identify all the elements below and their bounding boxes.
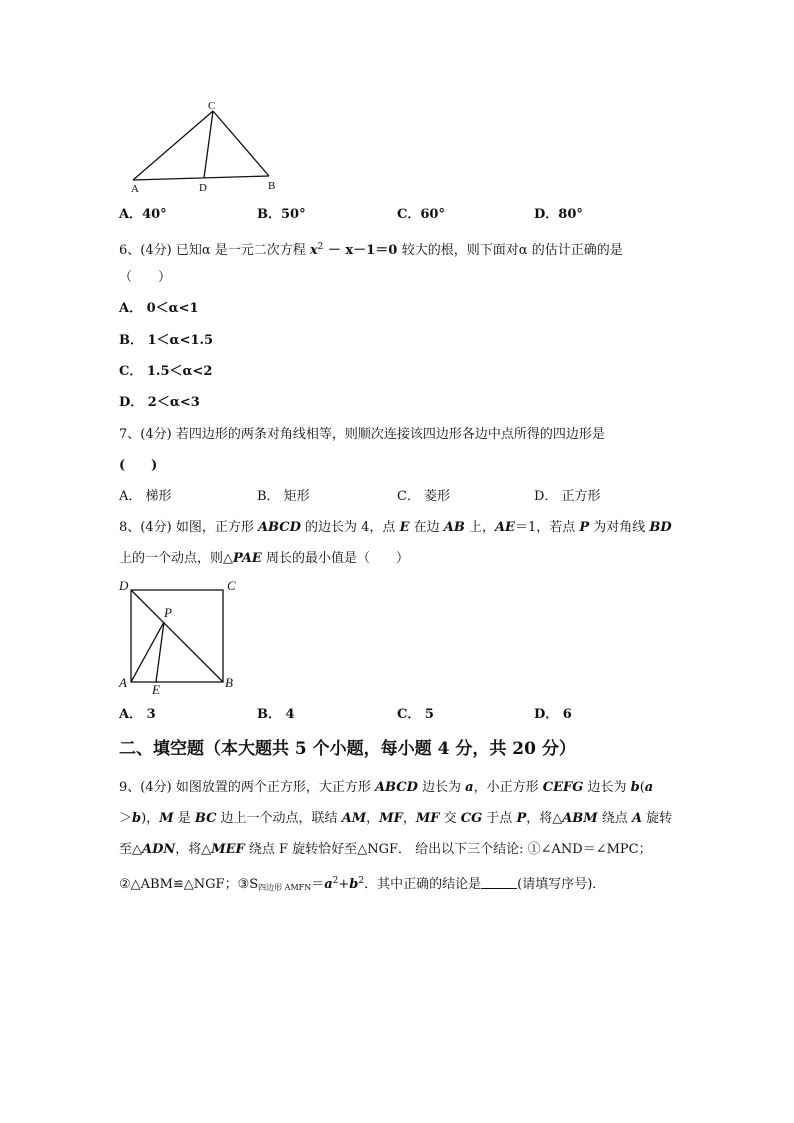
q8-var-ae: AE [494, 520, 515, 535]
q9-text: ．其中正确的结论是 [364, 877, 482, 892]
q9-var-b: b [132, 811, 142, 826]
vertex-label-b: B [225, 675, 233, 690]
q9-var-cefg: CEFG [542, 780, 584, 795]
square-figure [114, 576, 244, 696]
q5-option-d[interactable]: D．80° [534, 207, 583, 222]
q9-text: ，将△ [175, 842, 212, 857]
q9-subscript: 四边形 AMFN [258, 883, 312, 892]
q7-option-c[interactable]: C． 菱形 [397, 489, 451, 504]
q6-suffix: 较大的根，则下面对α 的估计正确的是 [401, 243, 623, 258]
answer-blank[interactable] [481, 876, 517, 889]
q9-var-abm: ABM [562, 811, 598, 826]
q9-var-cg: CG [460, 811, 483, 826]
q9-text: ＞ [119, 811, 133, 826]
q9-var-mf: MF [415, 811, 440, 826]
segment-pa [131, 622, 164, 682]
q9-text: (请填写序号)． [517, 877, 606, 892]
q5-options [119, 206, 679, 224]
vertex-label-c: C [227, 578, 236, 593]
q9-text: )， [141, 811, 160, 826]
q8-option-d[interactable]: D． 6 [534, 707, 572, 722]
q6-option-a[interactable]: A． 0＜α<1 [119, 301, 199, 316]
point-label-e: E [152, 682, 160, 696]
q9-stem-line3 [119, 841, 652, 859]
segment-cd [204, 111, 213, 178]
q8-var-bd: BD [649, 520, 672, 535]
q9-var-p: P [516, 811, 527, 826]
q6-eq-rest: － x－1＝0 [323, 243, 402, 258]
q9-text: 绕点 F 旋转恰好至△NGF． 给出以下三个结论: ①∠AND＝∠MPC； [244, 842, 652, 857]
vertex-label-c: C [208, 100, 216, 112]
diagonal-bd [131, 590, 223, 682]
q6-option-c[interactable]: C． 1.5＜α<2 [119, 364, 213, 379]
q6-option-d[interactable]: D． 2＜α<3 [119, 395, 200, 410]
q8-option-c[interactable]: C． 5 [397, 707, 434, 722]
q6-eq-x: x [309, 243, 318, 258]
q9-var-abcd: ABCD [374, 780, 418, 795]
q9-text: ， [402, 811, 416, 826]
q9-var-mef: MEF [211, 842, 245, 857]
q7-option-b[interactable]: B． 矩形 [257, 489, 310, 504]
edge-ab [133, 176, 269, 180]
q8-var-e: E [399, 520, 410, 535]
q9-var-a: A [631, 811, 643, 826]
q9-var-m: M [159, 811, 174, 826]
q7-options [119, 488, 679, 506]
vertex-label-d: D [199, 182, 207, 194]
triangle-figure [119, 96, 289, 194]
vertex-label-a: A [119, 675, 127, 690]
q6-eq-exp: 2 [317, 242, 324, 252]
q9-text: ＝ [311, 877, 325, 892]
q7-paren: ( ) [119, 458, 158, 473]
q9-text: ，将△ [526, 811, 563, 826]
q7-option-d[interactable]: D． 正方形 [534, 489, 601, 504]
segment-pe [156, 622, 164, 682]
q9-text: 至△ [119, 842, 142, 857]
q9-text: ， [366, 811, 380, 826]
q8-text: 8、(4分) 如图，正方形 [119, 520, 258, 535]
q9-var-a: a [324, 877, 333, 892]
q9-stem-line4 [119, 872, 605, 897]
vertex-label-a: A [131, 183, 139, 194]
q5-option-a[interactable]: A．40° [119, 207, 167, 222]
q8-var-abcd: ABCD [257, 520, 301, 535]
q8-var-ab: AB [443, 520, 465, 535]
q6-stem [119, 238, 623, 260]
q8-text: 周长的最小值是（ ） [261, 551, 409, 566]
q9-var-b: b [630, 780, 640, 795]
q9-var-am: AM [341, 811, 367, 826]
q9-text: 交 [439, 811, 461, 826]
q5-option-b[interactable]: B．50° [257, 207, 306, 222]
q8-text: ＝1，若点 [514, 520, 580, 535]
q9-var-bc: BC [194, 811, 217, 826]
q6-prefix: 6、(4分) 已知α 是一元二次方程 [119, 243, 310, 258]
q8-stem-line2 [119, 550, 409, 568]
q8-text: 上的一个动点，则△ [119, 551, 233, 566]
q8-text: 为对角线 [589, 520, 650, 535]
q9-stem-line1 [119, 779, 653, 797]
q8-text: 的边长为 4，点 [300, 520, 400, 535]
q9-text: 边长为 [417, 780, 466, 795]
q9-text: 绕点 [597, 811, 632, 826]
q9-exp: 2 [332, 876, 339, 886]
q9-text: 于点 [482, 811, 517, 826]
q9-text: 旋转 [642, 811, 673, 826]
q9-stem-line2 [119, 810, 672, 828]
q9-var-mf: MF [379, 811, 403, 826]
q8-options [119, 706, 679, 724]
point-label-p: P [164, 605, 172, 620]
q7-option-a[interactable]: A． 梯形 [119, 489, 172, 504]
q8-text: 上， [464, 520, 495, 535]
edge-ca [133, 111, 213, 180]
q8-var-pae: PAE [233, 551, 262, 566]
q9-var-a: a [465, 780, 474, 795]
section-title: 二、填空题（本大题共 5 个小题，每小题 4 分，共 20 分） [119, 739, 576, 759]
q9-text: + [338, 877, 350, 892]
q7-stem: 7、(4分) 若四边形的两条对角线相等，则顺次连接该四边形各边中点所得的四边形是 [119, 427, 605, 442]
q9-text: ②△ABM≌△NGF；③S [119, 877, 259, 892]
q8-option-a[interactable]: A． 3 [119, 707, 156, 722]
q9-var-a: a [644, 780, 654, 795]
q9-var-adn: ADN [142, 842, 176, 857]
edge-cb [213, 111, 269, 176]
q9-exp: 2 [358, 876, 365, 886]
q9-text: 是 [173, 811, 195, 826]
q9-text: ( [639, 780, 645, 795]
q5-option-c[interactable]: C．60° [397, 207, 445, 222]
q9-text: 边上一个动点，联结 [216, 811, 342, 826]
vertex-label-b: B [268, 180, 276, 192]
q8-option-b[interactable]: B． 4 [257, 707, 295, 722]
q9-text: 9、(4分) 如图放置的两个正方形，大正方形 [119, 780, 375, 795]
q8-stem-line1 [119, 519, 672, 537]
q6-paren: （ ） [119, 270, 172, 285]
q8-var-p: P [579, 520, 590, 535]
q9-var-b: b [349, 877, 359, 892]
vertex-label-d: D [119, 578, 129, 593]
q6-option-b[interactable]: B． 1＜α<1.5 [119, 333, 214, 348]
q9-text: ，小正方形 [473, 780, 543, 795]
q8-text: 在边 [409, 520, 444, 535]
q9-text: 边长为 [583, 780, 631, 795]
